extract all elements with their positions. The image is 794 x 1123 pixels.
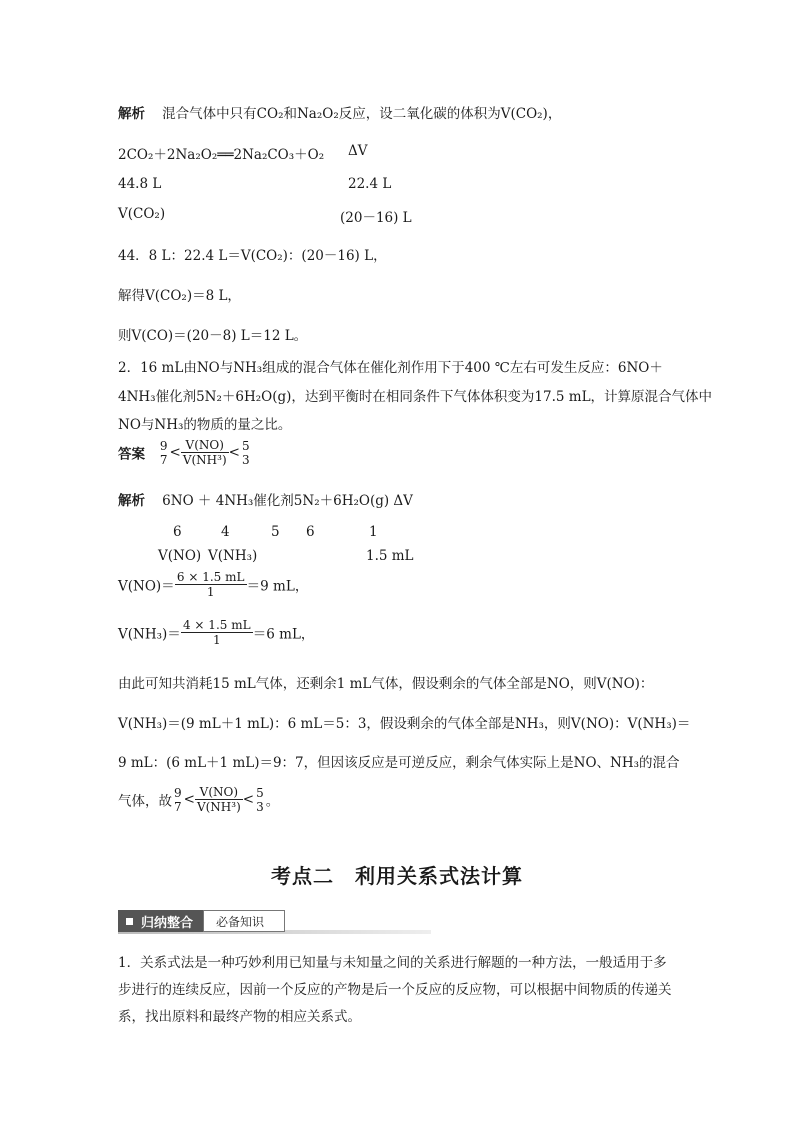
coef-1: 1 [369, 524, 378, 540]
v-nh3: V(NH₃) [208, 548, 258, 564]
question2-line3: NO与NH₃的物质的量之比。 [118, 417, 292, 433]
conclusion-line3: 9 mL：(6 mL＋1 mL)＝9：7，但因该反应是可逆反应，剩余气体实际上是NO、NH₃的混合 [118, 755, 680, 771]
v-delta: 1.5 mL [366, 548, 414, 564]
answer-frac-left: 9 7 [159, 438, 168, 467]
delta-v-1: ΔV [348, 143, 368, 159]
solve-line: 解得V(CO₂)＝8 L， [118, 288, 241, 304]
calc-nh3: V(NH₃)＝ $\frac{4 \times 1.5 mL}{1}$ ＝6 mL， [118, 618, 315, 647]
result-line: 则V(CO)＝(20－8) L＝12 L。 [118, 328, 308, 344]
calc-no-frac: $\frac{6 \times 1.5 mL}{1}$ [175, 570, 247, 599]
analysis-label: 解析 [118, 106, 145, 122]
v-no: V(NO) [158, 548, 202, 564]
banner-dark: 归纳整合 [118, 910, 203, 932]
answer-line: 答案 9 7 < $\frac{V(NO)}{\text{V(NH³)}}$ < 5 3 [118, 438, 250, 467]
analysis-1 [118, 102, 561, 122]
section-paragraph-1: 1．关系式法是一种巧妙利用已知量与未知量之间的关系进行解题的一种方法，一般适用于多步进行的连续反应，因前一个反应的产物是后一个反应的反应物，可以根据中间物质的传递关系，找出原料和最终产物的相应关系式。 [118, 955, 672, 1025]
answer-frac-right: 5 3 [241, 438, 250, 467]
row1-right: 22.4 L [348, 176, 392, 192]
analysis-text: 混合气体中只有CO₂和Na₂O₂反应，设二氧化碳的体积为V(CO₂)， [162, 106, 562, 122]
equation-1: 2CO₂＋2Na₂O₂══2Na₂CO₃＋O₂ [118, 147, 325, 163]
proportion: 44．8 L：22.4 L＝V(CO₂)：(20－16) L， [118, 248, 387, 264]
conclusion-line2: V(NH₃)＝(9 mL＋1 mL)：6 mL＝5：3，假设剩余的气体全部是NH₃，则V(NO)：V(NH₃)＝ [118, 716, 691, 732]
conclusion-line1: 由此可知共消耗15 mL气体，还剩余1 mL气体，假设剩余的气体全部是NO，则V(NO)： [118, 676, 654, 692]
analysis-2 [118, 489, 413, 509]
row2-left: V(CO₂) [118, 206, 166, 222]
coef-6: 6 [173, 524, 182, 540]
section-title: 考点二 利用关系式法计算 [271, 864, 523, 888]
row2-right: (20－16) L [340, 210, 412, 226]
calc-no: V(NO)＝ $\frac{6 \times 1.5 mL}{1}$ ＝9 mL， [118, 570, 309, 599]
square-bullet-icon [126, 918, 133, 925]
coef-5: 5 [271, 524, 280, 540]
answer-label: 答案 [118, 446, 145, 463]
question2-line1: 2．16 mL由NO与NH₃组成的混合气体在催化剂作用下于400 ℃左右可发生反应：6NO＋ [118, 360, 663, 376]
conclusion-line4: 气体，故 9 7 < $\frac{V(NO)}{\text{V(NH³)}}$ < 5 3 。 [118, 785, 280, 814]
question2-line2: 4NH₃催化剂5N₂＋6H₂O(g)，达到平衡时在相同条件下气体体积变为17.5 mL，计算原混合气体中 [118, 389, 713, 405]
coef-4: 4 [221, 524, 230, 540]
answer-frac-ratio: $\frac{V(NO)}{\text{V(NH³)}}$ [182, 438, 227, 467]
banner-light: 必备知识 [203, 910, 285, 932]
analysis2-equation: 6NO ＋ 4NH₃催化剂5N₂＋6H₂O(g) ΔV [162, 493, 413, 509]
row1-left: 44.8 L [118, 176, 162, 192]
coef-6b: 6 [306, 524, 315, 540]
section-banner [118, 910, 285, 932]
calc-nh3-frac: $\frac{4 \times 1.5 mL}{1}$ [181, 618, 253, 647]
analysis2-label: 解析 [118, 493, 145, 509]
